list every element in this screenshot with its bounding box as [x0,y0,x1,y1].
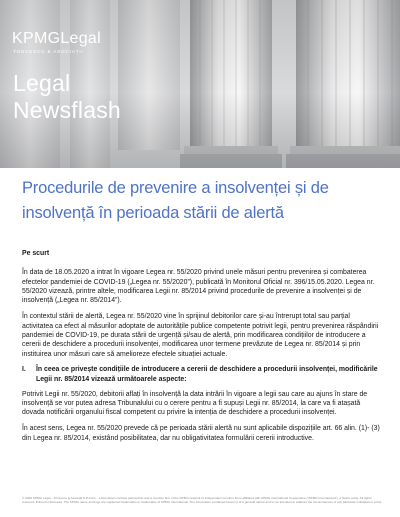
article-body [22,249,382,449]
section-heading [22,365,382,384]
article-headline [22,176,382,226]
logo-firm-name: TONCESCU & ASOCIAȚII [13,49,84,54]
summary-label: Pe scurt [22,250,50,257]
logo-brand: KPMG [12,30,61,47]
title-line-2: Newsflash [13,97,121,123]
hero-columns-image [0,0,400,168]
headline-line-2: insolvență în perioada stării de alertă [22,204,284,222]
paragraph-debtors: Potrivit Legii nr. 55/2020, debitorii aflați în insolvență la data intrării în vigoare a legii sau care au ajuns în stare de insolvență se vor putea adresa Tribunalului cu o cerere pentru a fi supuși Legii nr. 85/2014, la care va fi atașată dovada notificării organului fiscal competent cu privire la intenția de deschidere a procedurii insolvenței. [22,390,368,417]
paragraph-context: În contextul stării de alertă, Legea nr. 55/2020 vine în sprijinul debitorilor care și-au întrerupt total sau parțial activitatea ca efect al măsurilor adoptate de autoritățile publice competente potrivit legii, pentru prevenirea răspândirii pandemiei de COVID-19, pe durata stării de urgență și/sau de alertă, prin modificarea condițiilor de introducere a cererii de deschidere a procedurii insolvenței, modificarea unor termene prevăzute de Legea nr. 85/2014 și prin instituirea unor măsuri care să amelioreze efectele situației actuale. [22,313,379,358]
title-line-1: Legal [13,70,71,96]
logo-legal: Legal [60,30,101,47]
headline-line-1: Procedurile de prevenire a insolvenței și de [22,179,329,197]
paragraph-intro: În data de 18.05.2020 a intrat în vigoare Legea nr. 55/2020 privind unele măsuri pentru prevenirea și combaterea efectelor pandemiei de COVID-19 („Legea nr. 55/2020”), publicată în Monitorul Oficial nr. 396/15.05.2020. Legea nr. 55/2020 vizează, printre altele, modificarea Legii nr. 85/2014 privind procedurile de prevenire a insolvenței și de insolvență („Legea nr. 85/2014”). [22,269,375,305]
paragraph-provisions: În acest sens, Legea nr. 55/2020 prevede că pe perioada stării alertă nu sunt aplicabile dispozițiile art. 66 alin. (1)- (3) din Legea nr. 85/2014, existând posibilitatea, dar nu obligativitatea formulării cererii introductive. [22,425,380,442]
kpmg-legal-logo [12,30,101,54]
section-title: În ceea ce privește condițiile de introducere a cererii de deschidere a procedurii insolvenței, modificările Legii nr. 85/2014 vizează următoarele aspecte: [36,366,378,383]
legal-footer: © 2020 KPMG Legal – Toncescu și Asociații S.P.A.R.L., a Romanian civil law partnership and a member firm of the KPMG network of independent member firms affiliated with KPMG International Cooperative ("KPMG International"), a Swiss entity. All rights reserved. Printed in Romania. The KPMG name and logo are registered trademarks or trademarks of KPMG International. The information contained herein is of a general nature and is not intended to address the circumstances of any particular individual or entity. [22,496,382,505]
newsletter-title [13,70,121,124]
section-number: I. [22,366,26,374]
